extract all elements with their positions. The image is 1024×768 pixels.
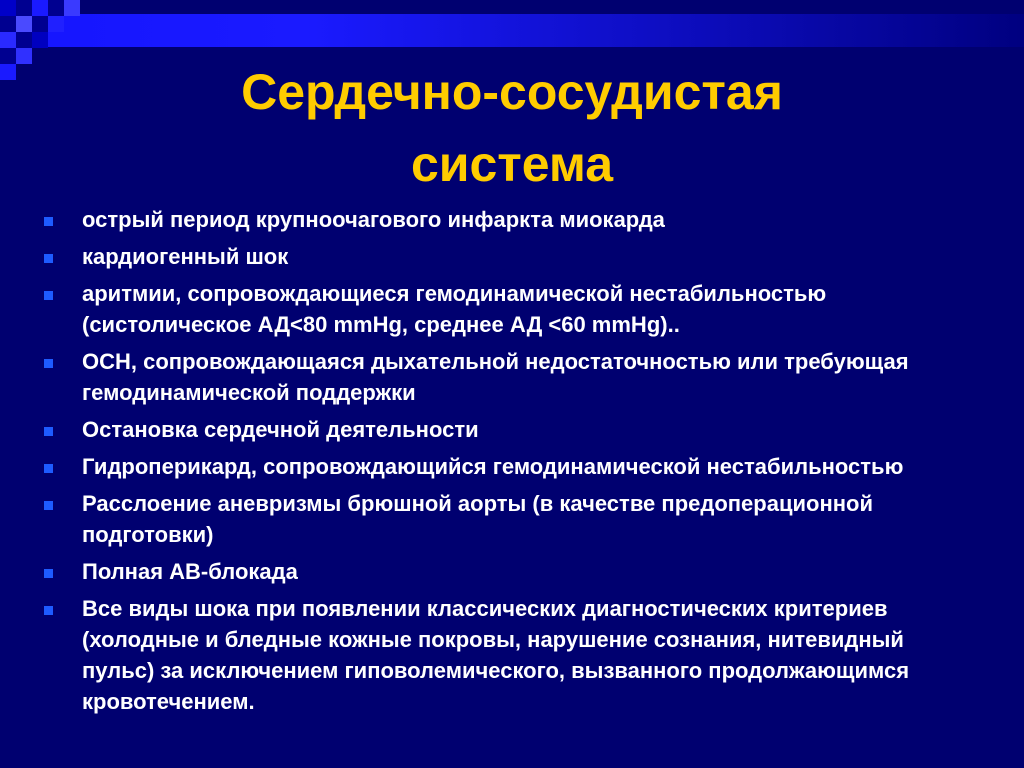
title-line-2: система xyxy=(410,136,614,192)
list-item-text: аритмии, сопровождающиеся гемодинамической нестабильностью (систолическое АД<80 mmHg, среднее АД <60 mmHg).. xyxy=(82,281,827,337)
bullet-square-icon xyxy=(44,569,53,578)
list-item xyxy=(42,488,982,550)
list-item xyxy=(42,556,982,587)
title-line-1: Сердечно-сосудистая xyxy=(241,64,783,120)
list-item xyxy=(42,204,982,235)
list-item xyxy=(42,346,982,408)
list-item-text: ОСН, сопровождающаяся дыхательной недостаточностью или требующая гемодинамической поддержки xyxy=(82,349,909,405)
list-item xyxy=(42,278,982,340)
slide-title xyxy=(0,56,1024,200)
bullet-square-icon xyxy=(44,501,53,510)
list-item-text: Полная АВ-блокада xyxy=(82,559,298,584)
list-item-text: Остановка сердечной деятельности xyxy=(82,417,479,442)
bullet-square-icon xyxy=(44,254,53,263)
bullet-square-icon xyxy=(44,606,53,615)
list-item-text: Гидроперикард, сопровождающийся гемодинамической нестабильностью xyxy=(82,454,904,479)
list-item xyxy=(42,414,982,445)
list-item xyxy=(42,241,982,272)
bullet-square-icon xyxy=(44,464,53,473)
list-item-text: Расслоение аневризмы брюшной аорты (в качестве предоперационной подготовки) xyxy=(82,491,873,547)
list-item-text: Все виды шока при появлении классических диагностических критериев (холодные и бледные кожные покровы, нарушение сознания, нитевидный пульс) за исключением гиповолемического, вызванного продолжающимся кровотечением. xyxy=(82,596,910,714)
list-item-text: кардиогенный шок xyxy=(82,244,289,269)
bullet-square-icon xyxy=(44,217,53,226)
bullet-square-icon xyxy=(44,359,53,368)
list-item xyxy=(42,593,982,717)
bullet-square-icon xyxy=(44,427,53,436)
list-item-text: острый период крупноочагового инфаркта миокарда xyxy=(82,207,665,232)
list-item xyxy=(42,451,982,482)
decorative-top-bar xyxy=(0,14,1024,47)
bullet-square-icon xyxy=(44,291,53,300)
bullet-list xyxy=(42,204,982,723)
